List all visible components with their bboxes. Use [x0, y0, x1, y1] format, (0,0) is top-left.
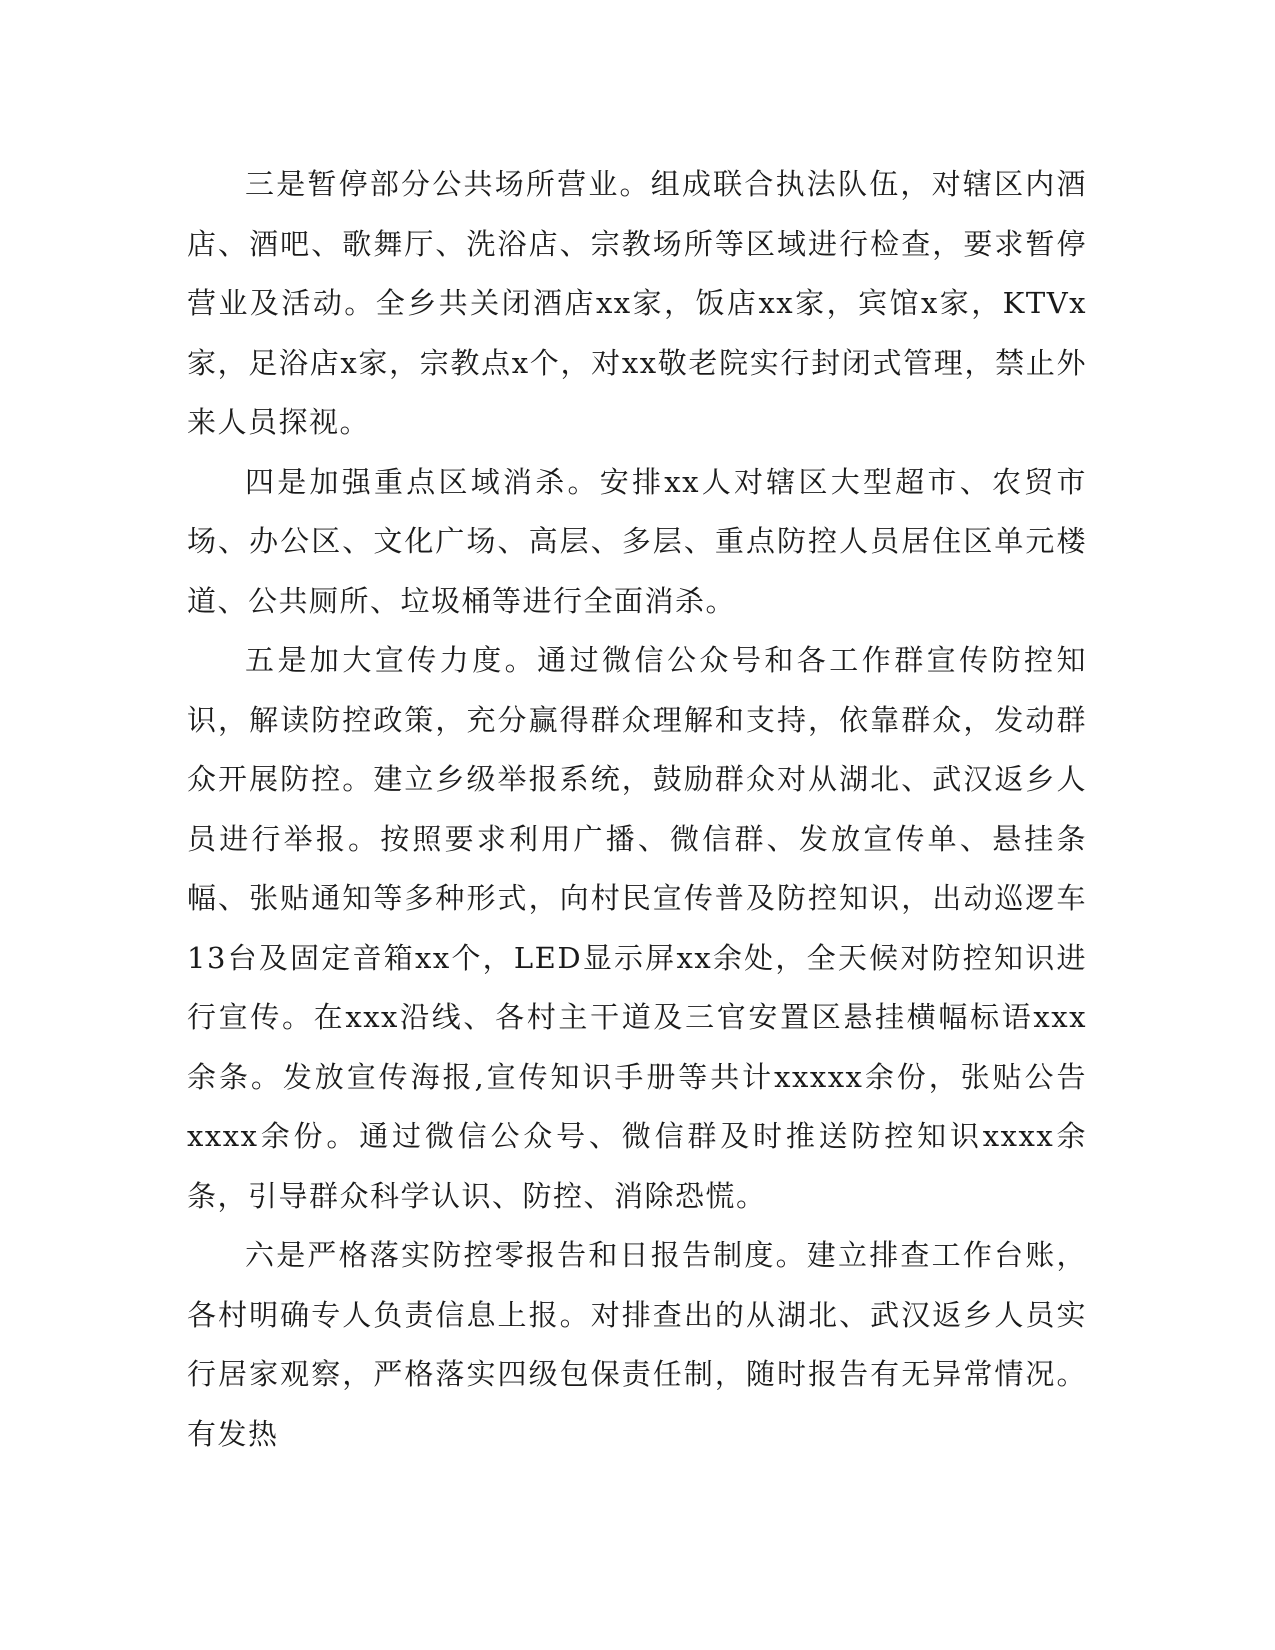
- document-body: [187, 155, 1087, 1464]
- paragraph-3-suspend-public-venues: 三是暂停部分公共场所营业。组成联合执法队伍，对辖区内酒店、酒吧、歌舞厅、洗浴店、宗教场所等区域进行检查，要求暂停营业及活动。全乡共关闭酒店xx家，饭店xx家，宾馆x家，KTVx家，足浴店x家，宗教点x个，对xx敬老院实行封闭式管理，禁止外来人员探视。: [187, 167, 1087, 439]
- paragraph-4-disinfection: 四是加强重点区域消杀。安排xx人对辖区大型超市、农贸市场、办公区、文化广场、高层、多层、重点防控人员居住区单元楼道、公共厕所、垃圾桶等进行全面消杀。: [187, 464, 1087, 618]
- paragraph-5-publicity: 五是加大宣传力度。通过微信公众号和各工作群宣传防控知识，解读防控政策，充分赢得群众理解和支持，依靠群众，发动群众开展防控。建立乡级举报系统，鼓励群众对从湖北、武汉返乡人员进行举报。按照要求利用广播、微信群、发放宣传单、悬挂条幅、张贴通知等多种形式，向村民宣传普及防控知识，出动巡逻车13台及固定音箱xx个，LED显示屏xx余处，全天候对防控知识进行宣传。在xxx沿线、各村主干道及三官安置区悬挂横幅标语xxx余条。发放宣传海报,宣传知识手册等共计xxxxx余份，张贴公告xxxx余份。通过微信公众号、微信群及时推送防控知识xxxx余条，引导群众科学认识、防控、消除恐慌。: [187, 643, 1087, 1213]
- paragraph-6-reporting-system: 六是严格落实防控零报告和日报告制度。建立排查工作台账，各村明确专人负责信息上报。对排查出的从湖北、武汉返乡人员实行居家观察，严格落实四级包保责任制，随时报告有无异常情况。有发热: [187, 1238, 1087, 1451]
